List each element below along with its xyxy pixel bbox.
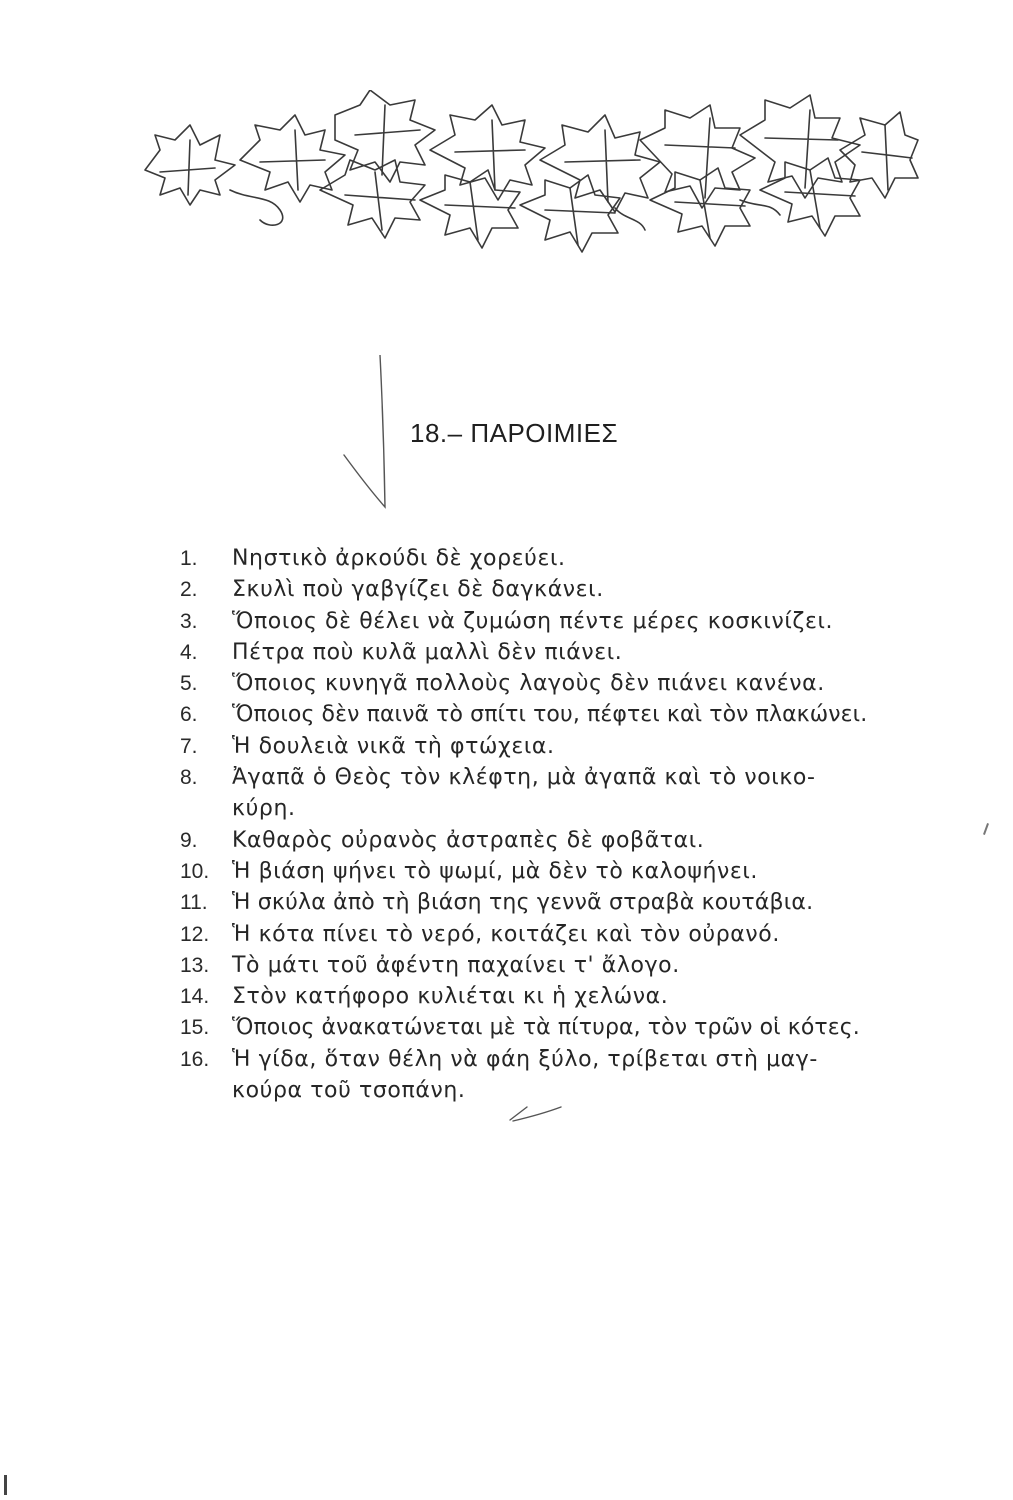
item-number: 16. <box>180 1047 210 1071</box>
pencil-tick-icon <box>505 1095 565 1125</box>
proverb-text: Ὅποιος ἀνακατώνεται μὲ τὰ πίτυρα, τὸν τρῶν οἱ κότες. <box>232 1015 860 1041</box>
proverb-text: Ὅποιος κυνηγᾶ πολλοὺς λαγοὺς δὲν πιάνει κανένα. <box>232 671 825 697</box>
proverb-continuation: κούρα τοῦ τσοπάνη. <box>232 1078 466 1104</box>
proverb-text: Ἡ σκύλα ἀπὸ τὴ βιάση της γεννᾶ στραβὰ κουτάβια. <box>232 890 814 916</box>
list-item-continuation <box>180 793 940 824</box>
list-item <box>180 1012 940 1043</box>
item-number: 8. <box>180 766 198 790</box>
scan-edge-mark <box>4 1475 7 1495</box>
page-title: 18.– ΠΑΡΟΙΜΙΕΣ <box>410 418 619 448</box>
proverb-list <box>180 543 940 1106</box>
item-number: 13. <box>180 953 210 977</box>
handwritten-tick <box>505 1095 565 1125</box>
list-item <box>180 762 940 793</box>
proverb-text: Καθαρὸς οὐρανὸς ἀστραπὲς δὲ φοβᾶται. <box>232 827 705 853</box>
proverb-text: Νηστικὸ ἀρκούδι δὲ χορεύει. <box>232 546 566 571</box>
proverb-text: Τὸ μάτι τοῦ ἀφέντη παχαίνει τ' ἄλογο. <box>232 952 680 978</box>
handwritten-mark <box>340 355 410 515</box>
item-number: 11. <box>180 891 208 915</box>
item-number: 3. <box>180 609 198 633</box>
proverb-text: Ἀγαπᾶ ὁ Θεὸς τὸν κλέφτη, μὰ ἀγαπᾶ καὶ τὸ νοικο- <box>232 765 816 791</box>
list-item <box>180 699 940 730</box>
list-item <box>180 887 940 918</box>
list-item <box>180 981 940 1012</box>
list-item <box>180 1044 940 1075</box>
proverb-text: Σκυλὶ ποὺ γαβγίζει δὲ δαγκάνει. <box>232 577 604 603</box>
item-number: 4. <box>180 640 198 664</box>
list-item <box>180 637 940 668</box>
item-number: 12. <box>180 922 210 946</box>
item-number: 7. <box>180 734 198 758</box>
item-number: 15. <box>180 1016 210 1040</box>
scan-speck <box>983 823 989 835</box>
proverb-text: Ἡ κότα πίνει τὸ νερό, κοιτάζει καὶ τὸν οὐρανό. <box>232 921 780 947</box>
list-item <box>180 543 940 574</box>
list-item <box>180 919 940 950</box>
list-item <box>180 668 940 699</box>
item-number: 9. <box>180 828 198 852</box>
item-number: 2. <box>180 578 198 602</box>
list-item <box>180 825 940 856</box>
item-number: 5. <box>180 672 198 696</box>
list-item <box>180 574 940 605</box>
proverb-text: Ἡ γίδα, ὅταν θέλη νὰ φάη ξύλο, τρίβεται στὴ μαγ- <box>232 1046 818 1072</box>
item-number: 6. <box>180 703 198 727</box>
proverb-text: Ὅποιος δὲν παινᾶ τὸ σπίτι του, πέφτει καὶ τὸν πλακώνει. <box>232 702 868 728</box>
list-item <box>180 950 940 981</box>
grape-leaf-ornament <box>120 90 920 260</box>
proverb-text: Στὸν κατήφορο κυλιέται κι ἡ χελώνα. <box>232 984 669 1010</box>
proverb-text: Πέτρα ποὺ κυλᾶ μαλλὶ δὲν πιάνει. <box>232 639 623 665</box>
pencil-stroke-icon <box>340 355 410 515</box>
proverb-continuation: κύρη. <box>232 796 296 822</box>
proverb-text: Ὅποιος δὲ θέλει νὰ ζυμώση πέντε μέρες κοσκινίζει. <box>232 608 834 634</box>
list-item <box>180 731 940 762</box>
grape-leaf-border-icon <box>120 90 920 260</box>
item-number: 14. <box>180 985 210 1009</box>
item-number: 10. <box>180 859 210 883</box>
list-item <box>180 856 940 887</box>
item-number: 1. <box>180 547 198 570</box>
list-item <box>180 606 940 637</box>
proverb-text: Ἡ βιάση ψήνει τὸ ψωμί, μὰ δὲν τὸ καλοψήνει. <box>232 858 759 884</box>
proverb-text: Ἡ δουλειὰ νικᾶ τὴ φτώχεια. <box>232 733 555 759</box>
